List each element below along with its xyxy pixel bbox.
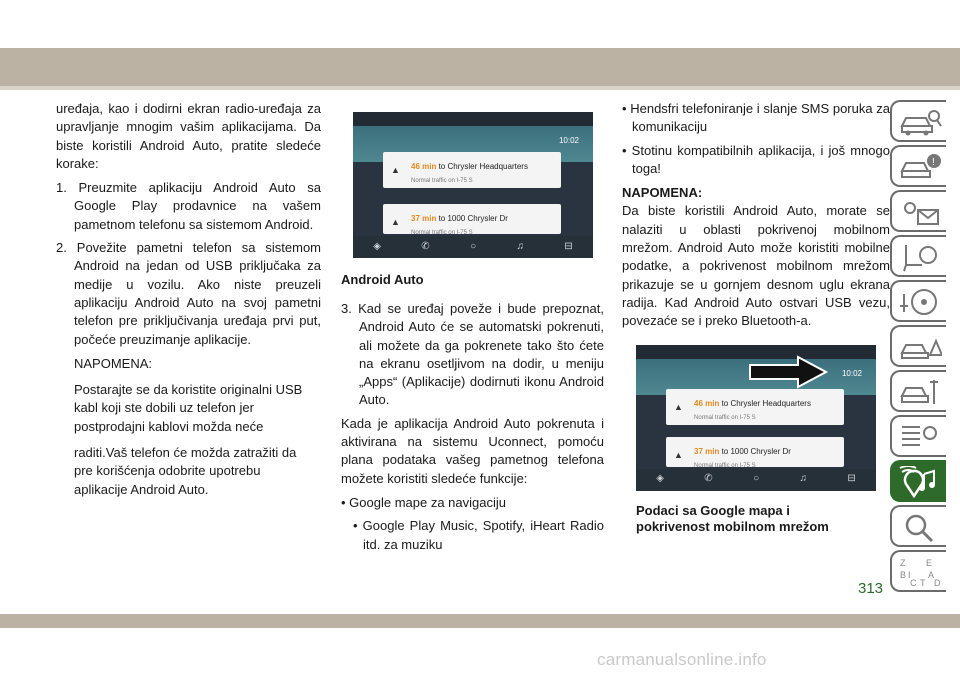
bullet-phone: • Hendsfri telefoniranje i slanje SMS poruka za komunikaciju	[622, 101, 890, 135]
tab-seat-safety[interactable]	[890, 235, 946, 277]
bottom-band	[0, 614, 960, 628]
figure-caption-2-line-2: pokrivenost mobilnom mrežom	[636, 518, 829, 534]
screen-navbar-2	[636, 469, 876, 491]
route-time-3: 46 min	[694, 398, 720, 408]
tab-specifications[interactable]	[890, 415, 946, 457]
exit-icon: ⊟	[847, 473, 856, 485]
index-letter: B	[900, 570, 907, 580]
index-letter: E	[926, 558, 933, 568]
bullet-music: • Google Play Music, Spotify, iHeart Radio itd. za muziku	[353, 518, 604, 552]
route-card-4	[666, 437, 844, 467]
route-card-2	[383, 204, 561, 234]
note-block-1	[56, 355, 321, 499]
index-letter: D	[934, 578, 941, 588]
tab-customer-assistance[interactable]	[890, 505, 946, 547]
tab-index[interactable]	[890, 550, 946, 592]
svg-text:!: !	[932, 157, 935, 168]
tab-car-info[interactable]	[890, 100, 946, 142]
tab-instruments[interactable]	[890, 190, 946, 232]
car-info-icon	[898, 151, 942, 183]
index-letter: A	[928, 570, 935, 580]
screen-clock-2: 10:02	[841, 368, 862, 378]
route-sub-3: Normal traffic on I-75 S	[694, 414, 756, 421]
note-heading-2: NAPOMENA:	[622, 185, 703, 201]
note-line-3: postprodajni kablovi možda neće	[74, 418, 264, 434]
index-letter: C	[910, 578, 917, 588]
note-paragraph-2: Da biste koristili Android Auto, morate se nalaziti u oblasti pokrivenoj mobilnom mrežom. Android Auto može koristiti mobilne podatke, a pokrivenost mobilnom mrežom prikazuje se u gornjem desnom uglu ekrana radija. Kad Android Auto ostvari USB vezu, povezaće se i preko Bluetooth-a.	[622, 203, 890, 329]
nav-arrow-icon: ▲	[674, 449, 683, 460]
route-sub-2: Normal traffic on I-75 S	[411, 230, 473, 236]
route-card-3	[666, 389, 844, 425]
tab-emergency[interactable]	[890, 325, 946, 367]
screen-clock: 10:02	[558, 136, 579, 145]
page-number: 313	[858, 580, 884, 597]
step-3: 3. Kad se uređaj poveže i bude prepoznat, Android Auto će se automatski pokrenuti, ali možete da ga pokrenete tako što ćete na ekranu osetljivom na dodir, u meniju „Apps“ (Aplikacije) dodirnuti ikonu Android Auto.	[341, 301, 604, 408]
route-dest-1: to Chrysler Headquarters	[436, 162, 528, 171]
figure-caption-1: Android Auto	[341, 272, 424, 287]
column-2	[341, 112, 604, 559]
note-line-1: Postarajte se da koristite originalni USB	[74, 382, 303, 398]
route-sub-4: Normal traffic on I-75 S	[694, 462, 756, 469]
index-letter: T	[920, 578, 926, 588]
tab-driving[interactable]	[890, 280, 946, 322]
step-1: 1. Preuzmite aplikaciju Android Auto sa Google Play prodavnice na vašem pametnom telefonu sa sistemom Android.	[56, 180, 321, 232]
nav-icon: ◈	[373, 240, 381, 252]
phone-icon: ✆	[704, 473, 713, 485]
route-dest-2: to 1000 Chrysler Dr	[436, 214, 508, 223]
android-auto-screenshot	[353, 112, 593, 258]
index-letters-icon	[898, 556, 942, 588]
watermark: carmanualsonline.info	[597, 650, 767, 669]
route-sub-1: Normal traffic on I-75 S	[411, 178, 473, 184]
light-envelope-icon	[898, 196, 942, 228]
tab-multimedia[interactable]	[890, 460, 946, 502]
note-line-2: kabl koji ste dobili uz telefon jer	[74, 400, 254, 416]
features-paragraph: Kada je aplikacija Android Auto pokrenuta i aktivirana na sistemu Uconnect, pomoću plana podataka vašeg pametnog telefona možete koristiti sledeće funkcije:	[341, 415, 604, 486]
list-gear-icon	[898, 421, 942, 453]
route-time-1: 46 min	[411, 162, 437, 171]
car-warning-icon	[898, 331, 942, 363]
note-line-5: pre korišćenja odobrite upotrebu	[74, 463, 261, 479]
intro-paragraph: uređaja, kao i dodirni ekran radio-uređaja za upravljanje mnogim vašim aplikacijama. Da biste koristili Android Auto, pratite sledeće korake:	[56, 101, 321, 171]
note-line-4: raditi.Vaš telefon će možda zatražiti da	[74, 445, 297, 461]
bullet-apps: • Stotinu kompatibilnih aplikacija, i još mnogo toga!	[622, 142, 890, 176]
steering-wheel-icon	[898, 286, 942, 318]
nav-arrow-icon: ▲	[674, 401, 683, 412]
screen-navbar	[353, 236, 593, 258]
index-letter: I	[908, 570, 911, 580]
phone-icon: ✆	[421, 240, 430, 252]
note-line-6: aplikacije Android Auto.	[74, 481, 209, 497]
note-heading: NAPOMENA:	[74, 355, 153, 371]
seat-airbag-icon	[898, 241, 942, 273]
nav-arrow-icon: ▲	[391, 165, 400, 175]
magnifier-icon	[898, 511, 942, 543]
index-letter: Z	[900, 558, 906, 568]
headphones-icon: ♫	[516, 240, 524, 252]
headphones-icon: ♫	[799, 473, 807, 485]
exit-icon: ⊟	[564, 240, 573, 252]
car-magnifier-icon	[898, 106, 942, 138]
nav-icon: ◈	[656, 473, 664, 485]
column-3	[622, 100, 890, 535]
google-maps-screenshot	[636, 345, 876, 491]
home-icon: ○	[753, 473, 760, 485]
music-location-icon	[898, 466, 942, 498]
bullet-maps: • Google mape za navigaciju	[341, 494, 506, 510]
pointer-arrow-icon	[748, 355, 828, 389]
route-time-2: 37 min	[411, 214, 437, 223]
car-wrench-icon	[898, 376, 942, 408]
nav-arrow-icon: ▲	[391, 217, 400, 227]
top-band	[0, 48, 960, 86]
route-dest-3: to Chrysler Headquarters	[719, 398, 811, 408]
step-2: 2. Povežite pametni telefon sa sistemom Android na jedan od USB priključaka za medije u vozilu. Ako niste preuzeli aplikaciju Android Auto na svoj pametni telefon pre priključivanja uređaja prvi put, počeće preuzimanje aplikacije.	[56, 240, 321, 347]
top-band-shadow	[0, 86, 960, 90]
column-1	[56, 100, 321, 499]
route-card-1	[383, 152, 561, 188]
route-dest-4: to 1000 Chrysler Dr	[719, 446, 791, 456]
tab-service[interactable]	[890, 370, 946, 412]
figure-caption-2-line-1: Podaci sa Google mapa i	[636, 502, 790, 518]
tab-safety-info[interactable]	[890, 145, 946, 187]
home-icon: ○	[470, 240, 477, 252]
route-time-4: 37 min	[694, 446, 720, 456]
